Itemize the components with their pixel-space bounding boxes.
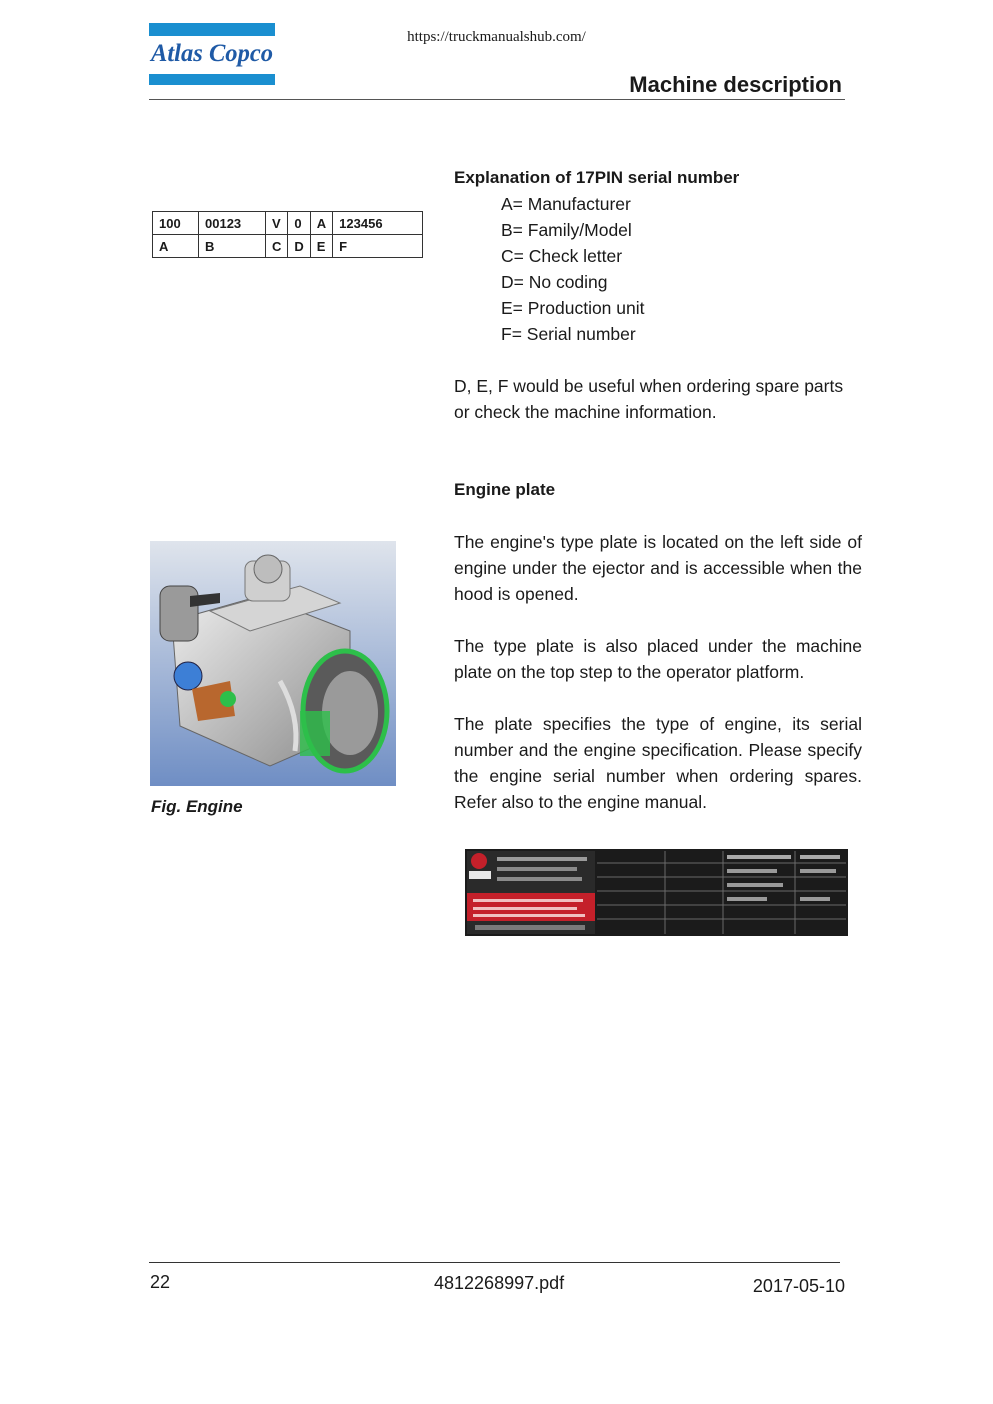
engine-plate-illustration	[465, 849, 848, 936]
engine-plate-heading: Engine plate	[454, 480, 556, 499]
legend-item-no-coding: D= No coding	[501, 272, 608, 292]
serial-cell-b: 00123	[199, 212, 266, 235]
figure-caption: Fig. Engine	[151, 797, 243, 816]
engine-illustration	[150, 541, 396, 786]
engine-plate-paragraph-1: The engine's type plate is located on the left side of engine under the ejector and is accessible when the hood is opened.	[454, 532, 862, 604]
engine-plate-photo	[465, 849, 848, 936]
serial-number-table	[152, 211, 423, 258]
serial-cell-e: A	[310, 212, 332, 235]
engine-plate-paragraph-2: The type plate is also placed under the machine plate on the top step to the operator platform.	[454, 636, 862, 682]
serial-letter-b: B	[199, 235, 266, 258]
serial-cell-a: 100	[153, 212, 199, 235]
serial-note: D, E, F would be useful when ordering spare parts or check the machine information.	[454, 376, 844, 422]
serial-letter-a: A	[153, 235, 199, 258]
serial-letter-c: C	[266, 235, 288, 258]
source-url[interactable]: https://truckmanualshub.com/	[407, 29, 586, 45]
engine-plate-paragraph-3: The plate specifies the type of engine, its serial number and the engine specification. Please specify the engine serial number when ordering spares. Refer also to the engine manual.	[454, 714, 862, 812]
section-title: Machine description	[629, 72, 842, 97]
serial-legend-list	[501, 191, 645, 347]
serial-cell-f: 123456	[333, 212, 423, 235]
header-divider	[149, 99, 845, 100]
serial-letter-f: F	[333, 235, 423, 258]
serial-values-row	[153, 212, 423, 235]
serial-cell-d: 0	[288, 212, 310, 235]
legend-item-serial-number: F= Serial number	[501, 324, 636, 344]
serial-letters-row	[153, 235, 423, 258]
legend-item-manufacturer: A= Manufacturer	[501, 194, 631, 214]
legend-item-family-model: B= Family/Model	[501, 220, 632, 240]
footer-date: 2017-05-10	[752, 1276, 845, 1296]
serial-explanation-heading: Explanation of 17PIN serial number	[454, 168, 740, 187]
footer-divider	[149, 1262, 840, 1263]
legend-item-production-unit: E= Production unit	[501, 298, 645, 318]
engine-image	[150, 541, 396, 786]
serial-letter-d: D	[288, 235, 310, 258]
svg-text:Atlas Copco: Atlas Copco	[149, 40, 273, 67]
footer-filename: 4812268997.pdf	[434, 1273, 565, 1293]
serial-letter-e: E	[310, 235, 332, 258]
page-number: 22	[150, 1272, 171, 1292]
legend-item-check-letter: C= Check letter	[501, 246, 623, 266]
serial-cell-c: V	[266, 212, 288, 235]
